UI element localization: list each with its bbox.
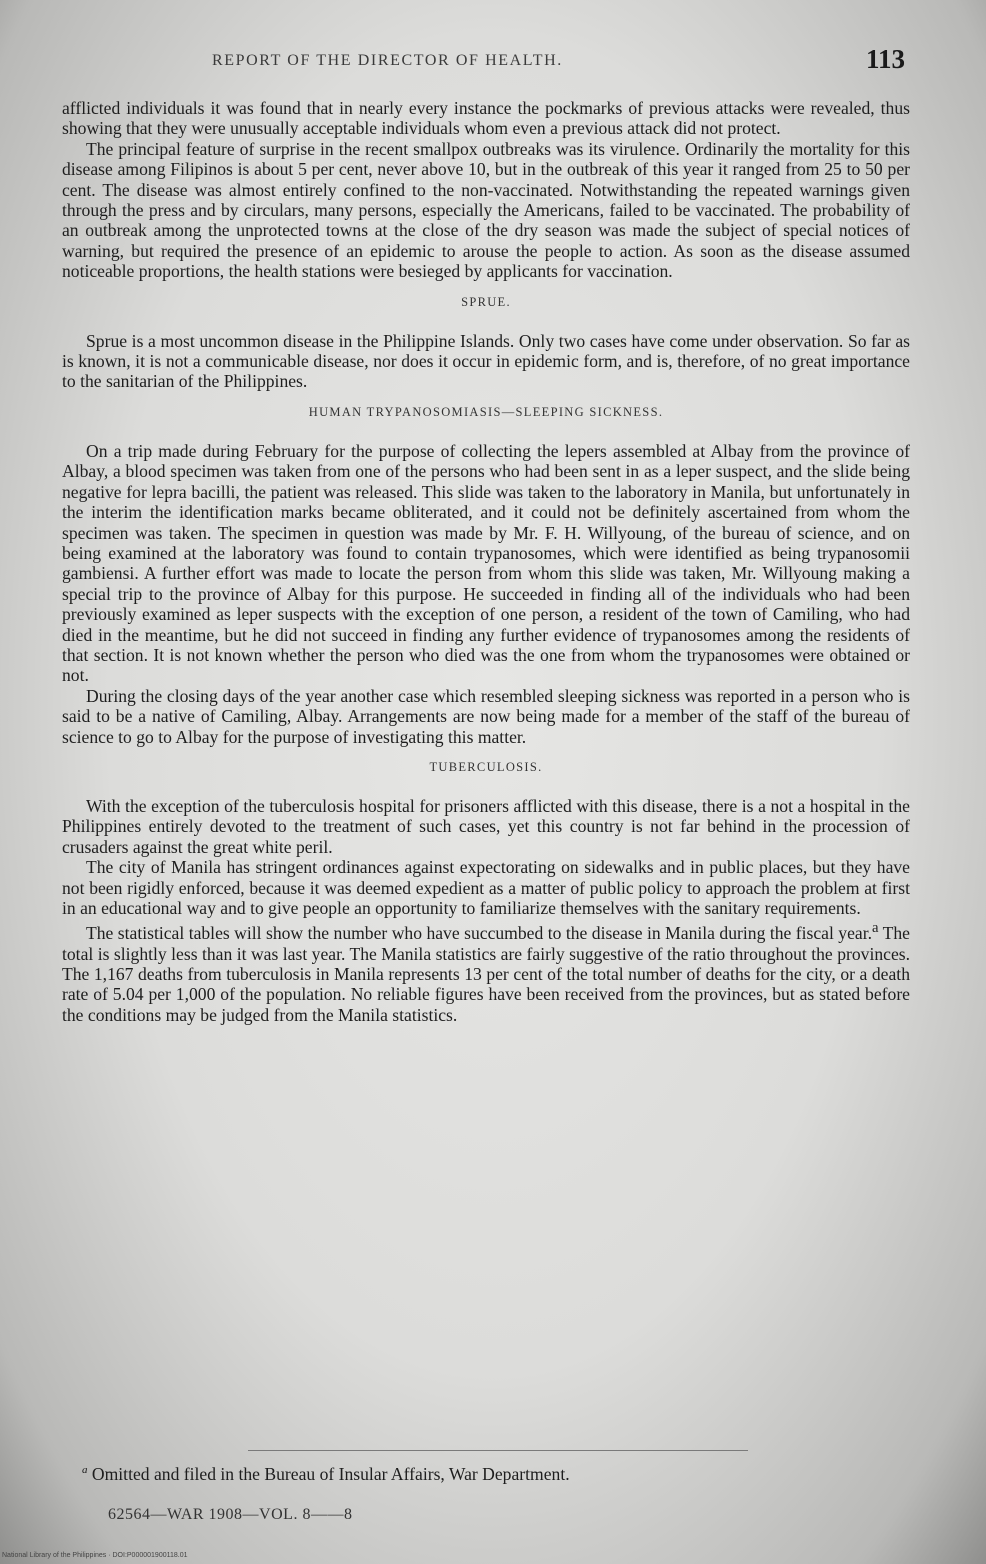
footnote-reference-mark: a — [872, 920, 879, 937]
footnote — [82, 1464, 902, 1485]
paragraph-sprue: Sprue is a most uncommon disease in the Philippine Islands. Only two cases have come under observation. So far as is known, it is not a communicable disease, nor does it occur in epidemic form, and is, therefore, of no great importance to the sanitarian of the Philippines. — [62, 330, 910, 392]
page-number: 113 — [866, 44, 906, 74]
section-heading-tuberculosis: TUBERCULOSIS. — [429, 759, 543, 774]
body-text — [62, 98, 910, 1025]
scan-credit: National Library of the Philippines · DOI:P000001900118.01 — [2, 1552, 188, 1559]
page-header — [0, 44, 986, 84]
statistics-text-before: The statistical tables will show the number who have succumbed to the disease in Manila during the fiscal year. — [86, 923, 872, 944]
footnote-mark: a — [82, 1464, 88, 1477]
footnote-rule — [248, 1450, 748, 1451]
paragraph-tuberculosis-hospital: With the exception of the tuberculosis hospital for prisoners afflicted with this disease, there is a not a hospital in the Philippines entirely devoted to the treatment of such cases, yet this country is not far behind in the procession of crusaders against the great white peril. — [62, 795, 910, 857]
paragraph-trypanosomiasis-camiling: During the closing days of the year another case which resembled sleeping sickness was reported in a person who is said to be a native of Camiling, Albay. Arrangements are now being made for a member of the staff of the bureau of science to go to Albay for the purpose of investigating this matter. — [62, 685, 910, 747]
printer-imprint: 62564—WAR 1908—VOL. 8——8 — [108, 1506, 353, 1523]
section-heading-trypanosomiasis: HUMAN TRYPANOSOMIASIS—SLEEPING SICKNESS. — [308, 404, 664, 419]
paragraph-trypanosomiasis-albay: On a trip made during February for the purpose of collecting the lepers assembled at Albay from the province of Albay, a blood specimen was taken from one of the persons who had been sent in as a leper suspect, and the slide being negative for lepra bacilli, the patient was released. This slide was taken to the laboratory in Manila, but unfortunately in the interim the identification marks became obliterated, and it could not be definitely ascertained from whom the specimen was taken. The specimen in question was made by Mr. F. H. Willyoung, of the bureau of science, and on being examined at the laboratory was found to contain trypanosomes, which were identified as being trypanosomii gambiensi. A further effort was made to locate the person from whom this slide was taken, Mr. Willyoung making a special trip to the province of Albay for this purpose. He succeeded in finding all of the individuals who had been previously examined as leper suspects with the exception of one person, a resident of the town of Camiling, who had died in the meantime, but he did not succeed in finding any further evidence of trypanosomes among the residents of that section. It is not known whether the person who died was the one from whom the trypanosomes were obtained or not. — [62, 440, 910, 686]
paragraph-tuberculosis-ordinances: The city of Manila has stringent ordinances against expectorating on sidewalks and in public places, but they have not been rigidly enforced, because it was deemed expedient as a matter of public policy to approach the problem at first in an educational way and to give people an opportunity to familiarize themselves with the sanitary requirements. — [62, 857, 910, 918]
footnote-text: Omitted and filed in the Bureau of Insular Affairs, War Department. — [87, 1464, 570, 1484]
paragraph-smallpox-continued: afflicted individuals it was found that in nearly every instance the pockmarks of previous attacks were revealed, thus showing that they were unusually acceptable individuals whom even a previous attack did not protect. — [62, 98, 910, 139]
paragraph-smallpox-virulence: The principal feature of surprise in the recent smallpox outbreaks was its virulence. Ordinarily the mortality for this disease among Filipinos is about 5 per cent, never above 10, but in the outbreak of this year it ranged from 25 to 50 per cent. The disease was almost entirely confined to the non-vaccinated. Notwithstanding the repeated warnings given through the press and by circulars, many persons, especially the Americans, failed to be vaccinated. The probability of an outbreak among the unprotected towns at the close of the dry season was made the subject of special notices of warning, but required the presence of an epidemic to arouse the people to action. As soon as the disease assumed noticeable proportions, the health stations were besieged by applicants for vaccination. — [62, 138, 910, 282]
running-head: REPORT OF THE DIRECTOR OF HEALTH. — [212, 52, 563, 69]
paragraph-tuberculosis-statistics — [62, 918, 910, 1025]
statistics-text-after: The total is slightly less than it was last year. The Manila statistics are fairly suggestive of the ratio throughout the provinces. The 1,167 deaths from tuberculosis in Manila represents 13 per cent of the total number of deaths for the city, or a death rate of 5.04 per 1,000 of the population. No reliable figures have been received from the provinces, but as stated before the conditions may be judged from the Manila statistics. — [62, 923, 910, 1025]
section-heading-sprue: SPRUE. — [461, 294, 511, 309]
